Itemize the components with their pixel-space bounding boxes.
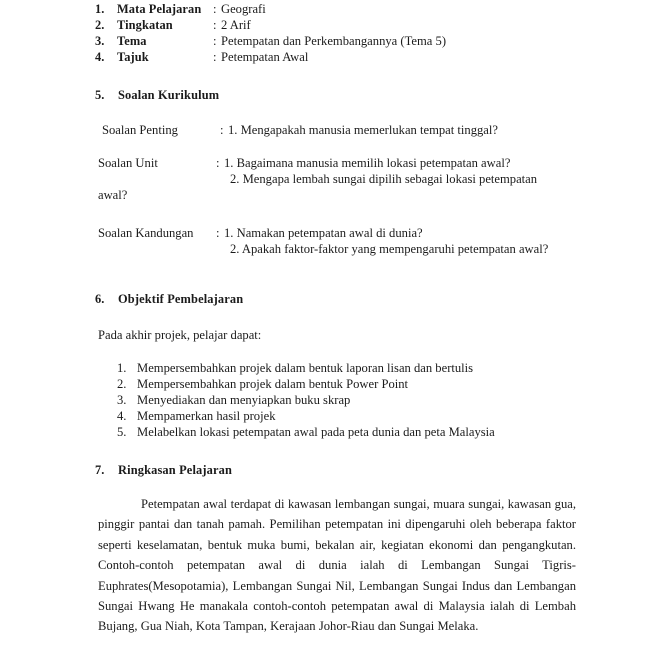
qa-answer-item: 2. Apakah faktor-faktor yang mempengaruhi petempatan awal? (230, 242, 549, 256)
section-number: 5. (95, 88, 105, 102)
qa-colon: : (220, 123, 224, 137)
info-row-tingkatan (95, 17, 595, 33)
objective-number: 2. (117, 377, 127, 391)
info-number: 1. (95, 2, 105, 16)
objective-number: 5. (117, 425, 127, 439)
objectives-lead-text: Pada akhir projek, pelajar dapat: (98, 328, 262, 342)
qa-colon: : (216, 226, 220, 240)
qa-label: Soalan Kandungan (98, 226, 194, 240)
info-row-tema (95, 33, 595, 49)
info-number: 2. (95, 18, 105, 32)
info-label: Tema (117, 34, 147, 48)
qa-answer-item: 1. Bagaimana manusia memilih lokasi petempatan awal? (224, 156, 511, 170)
info-number: 4. (95, 50, 105, 64)
qa-answer-item: 2. Mengapa lembah sungai dipilih sebagai lokasi petempatan (230, 172, 538, 186)
info-value: 2 Arif (221, 18, 251, 32)
section-title: Soalan Kurikulum (118, 88, 220, 102)
info-label: Tajuk (117, 50, 149, 64)
qa-answer-list (224, 155, 624, 187)
objective-text: Mempamerkan hasil projek (137, 409, 276, 423)
qa-answer-item: 1. Namakan petempatan awal di dunia? (224, 226, 423, 240)
qa-answer-continuation: awal? (98, 188, 128, 202)
objective-item (117, 392, 597, 408)
objectives-list (117, 360, 597, 440)
objective-text: Melabelkan lokasi petempatan awal pada peta dunia dan peta Malaysia (137, 425, 495, 439)
section-number: 6. (95, 292, 105, 306)
objective-text: Menyediakan dan menyiapkan buku skrap (137, 393, 351, 407)
qa-colon: : (216, 156, 220, 170)
info-number: 3. (95, 34, 105, 48)
qa-label: Soalan Penting (102, 123, 178, 137)
qa-answer-item: 1. Mengapakah manusia memerlukan tempat tinggal? (228, 123, 498, 137)
info-value: Petempatan dan Perkembangannya (Tema 5) (221, 34, 447, 48)
qa-label: Soalan Unit (98, 156, 158, 170)
lesson-info-list (95, 1, 595, 65)
info-colon: : (213, 50, 217, 64)
objective-number: 1. (117, 361, 127, 375)
section-title: Ringkasan Pelajaran (118, 463, 233, 477)
info-row-mata-pelajaran (95, 1, 595, 17)
objective-text: Mempersembahkan projek dalam bentuk Power Point (137, 377, 409, 391)
info-value: Geografi (221, 2, 266, 16)
qa-answer-list (224, 225, 624, 257)
objective-number: 4. (117, 409, 127, 423)
info-label: Mata Pelajaran (117, 2, 202, 16)
objective-item (117, 424, 597, 440)
info-colon: : (213, 18, 217, 32)
objective-item (117, 408, 597, 424)
qa-answer-list (228, 122, 628, 138)
section-number: 7. (95, 463, 105, 477)
info-colon: : (213, 2, 217, 16)
info-label: Tingkatan (117, 18, 173, 32)
section-title: Objektif Pembelajaran (118, 292, 244, 306)
info-row-tajuk (95, 49, 595, 65)
objective-item (117, 360, 597, 376)
objective-item (117, 376, 597, 392)
info-value: Petempatan Awal (221, 50, 309, 64)
info-colon: : (213, 34, 217, 48)
objective-number: 3. (117, 393, 127, 407)
summary-paragraph: Petempatan awal terdapat di kawasan lembangan sungai, muara sungai, kawasan gua, pinggir pantai dan tanah pamah. Pemilihan petempatan ini dipengaruhi oleh beberapa faktor seperti keselamatan, bentuk muka bumi, bekalan air, kegiatan ekonomi dan pengangkutan. Contoh-contoh petempatan awal di dunia ialah di Lembangan Sungai Tigris-Euphrates(Mesopotamia), Lembangan Sungai Nil, Lembangan Sungai Indus dan Lembangan Sungai Hwang He manakala contoh-contoh petempatan awal di Malaysia ialah di Lembah Bujang, Gua Niah, Kota Tampan, Kerajaan Johor-Riau dan Sungai Melaka. (98, 497, 576, 634)
objective-text: Mempersembahkan projek dalam bentuk laporan lisan dan bertulis (137, 361, 474, 375)
